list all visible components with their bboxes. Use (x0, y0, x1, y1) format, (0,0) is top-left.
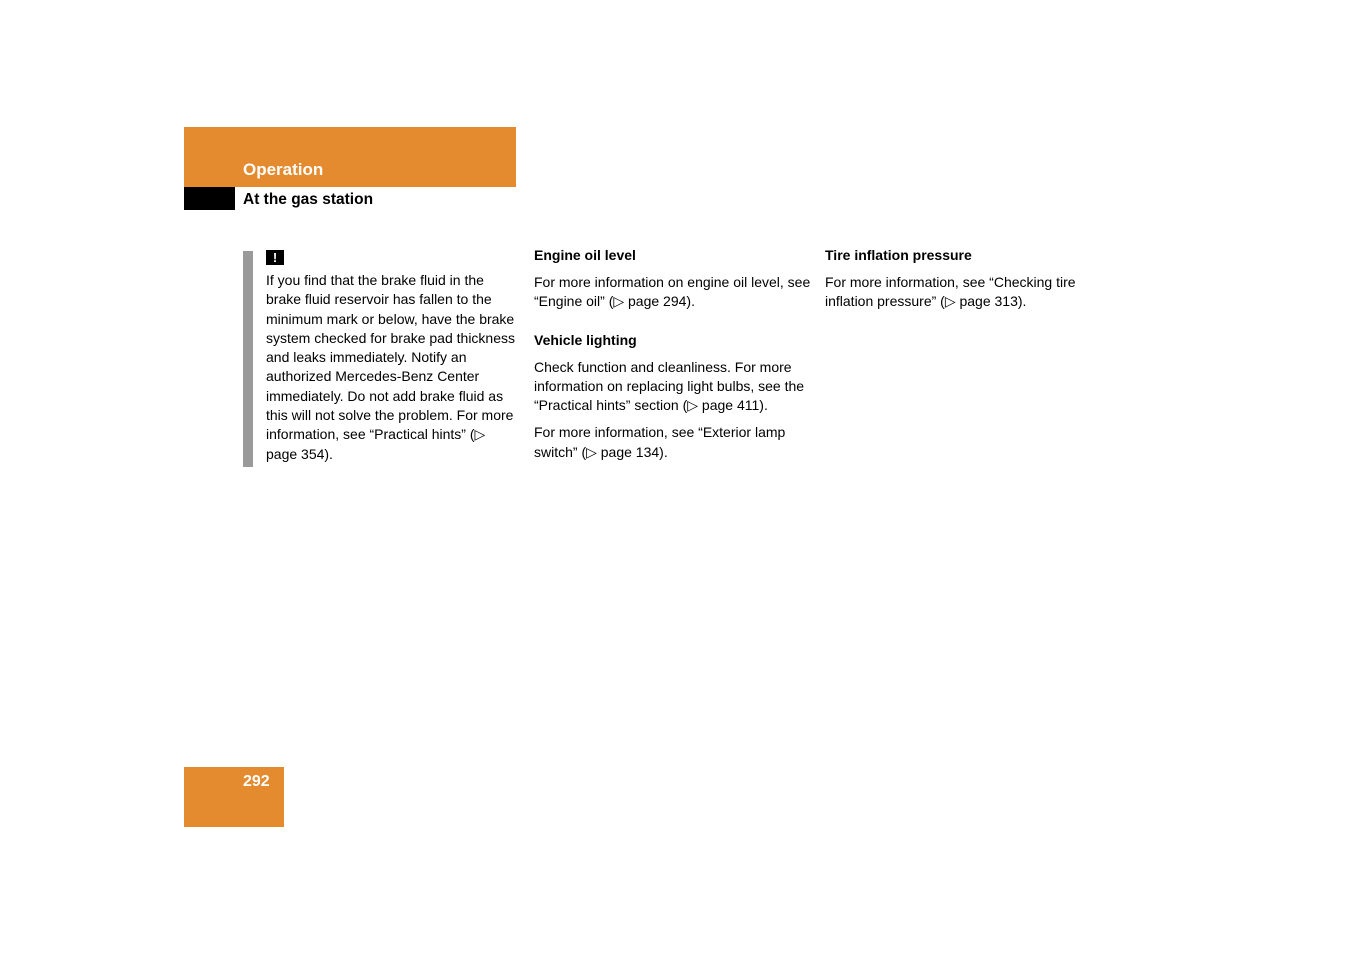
column-middle (534, 246, 814, 462)
section-header-band (184, 127, 516, 187)
exclamation-icon: ! (266, 250, 284, 265)
section-title: Operation (243, 160, 324, 179)
warning-bar (243, 251, 253, 467)
engine-oil-heading: Engine oil level (534, 247, 636, 263)
page-number: 292 (243, 773, 270, 790)
tire-pressure-heading: Tire inflation pressure (825, 247, 972, 263)
engine-oil-text: For more information on engine oil level, see “Engine oil” (▷ page 294). (534, 274, 811, 310)
vehicle-lighting-text-2: For more information, see “Exterior lamp switch” (▷ page 134). (534, 424, 786, 460)
vehicle-lighting-text-1: Check function and cleanliness. For more information on replacing light bulbs, see the “Practical hints” section (▷ page 411). (534, 358, 805, 414)
vehicle-lighting-heading: Vehicle lighting (534, 331, 637, 348)
subsection-marker (184, 187, 235, 210)
subsection-title: At the gas station (243, 191, 374, 208)
warning-block (266, 271, 518, 464)
tire-pressure-text: For more information, see “Checking tire inflation pressure” (▷ page 313). (825, 274, 1076, 310)
warning-text: If you find that the brake fluid in the brake fluid reservoir has fallen to the minimum mark or below, have the brake system checked for brake pad thickness and leaks immediately. Notify an authorized Mercedes-Benz Center immediately. Do not add brake fluid as this will not solve the problem. For more information, see “Practical hints” (▷ page 354). (266, 272, 516, 462)
column-right (825, 246, 1105, 312)
